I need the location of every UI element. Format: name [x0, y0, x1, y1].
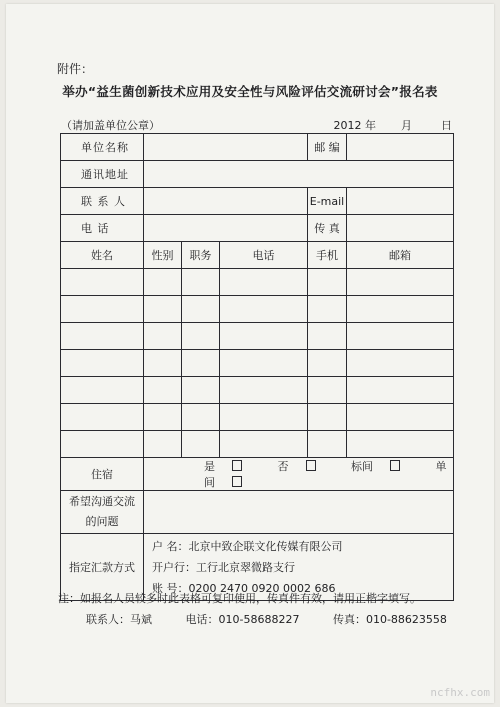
cell-mobile[interactable]	[308, 377, 347, 404]
address-label: 通讯地址	[61, 161, 144, 188]
lodging-options	[144, 458, 454, 491]
cell-mobile[interactable]	[308, 350, 347, 377]
email-field[interactable]	[347, 188, 454, 215]
lodging-option-no[interactable]	[278, 460, 332, 473]
email-label: E-mail	[308, 188, 347, 215]
table-row	[61, 377, 454, 404]
registration-table	[60, 133, 454, 601]
table-row	[61, 269, 454, 296]
table-row	[61, 350, 454, 377]
cell-phone[interactable]	[220, 269, 308, 296]
cell-title[interactable]	[182, 296, 220, 323]
cell-name[interactable]	[61, 323, 144, 350]
contact-person-label: 联 系 人	[61, 188, 144, 215]
cell-gender[interactable]	[144, 296, 182, 323]
cell-mobile[interactable]	[308, 296, 347, 323]
attachment-label: 附件：	[57, 62, 94, 76]
postcode-label: 邮 编	[308, 134, 347, 161]
topics-label	[61, 491, 144, 534]
attendee-header-row	[61, 242, 454, 269]
table-row	[61, 431, 454, 458]
cell-gender[interactable]	[144, 404, 182, 431]
cell-gender[interactable]	[144, 377, 182, 404]
lodging-standard-label: 标间	[351, 460, 373, 473]
cell-title[interactable]	[182, 269, 220, 296]
contact-line	[86, 611, 477, 627]
cell-email[interactable]	[347, 431, 454, 458]
row-address	[61, 161, 454, 188]
cell-name[interactable]	[61, 269, 144, 296]
postcode-field[interactable]	[347, 134, 454, 161]
cell-phone[interactable]	[220, 377, 308, 404]
cell-email[interactable]	[347, 323, 454, 350]
table-row	[61, 296, 454, 323]
cell-name[interactable]	[61, 350, 144, 377]
topics-label-line2: 的问题	[85, 515, 119, 528]
cell-email[interactable]	[347, 377, 454, 404]
cell-phone[interactable]	[220, 431, 308, 458]
row-topics	[61, 491, 454, 534]
lodging-option-standard[interactable]	[351, 460, 416, 473]
bank-account-number: 账 号：0200 2470 0920 0002 686	[152, 581, 336, 595]
col-title: 职务	[182, 242, 220, 269]
cell-title[interactable]	[182, 350, 220, 377]
phone-label: 电 话	[61, 215, 144, 242]
watermark: ncfhx.com	[430, 686, 490, 699]
cell-title[interactable]	[182, 431, 220, 458]
table-row	[61, 323, 454, 350]
col-name: 姓名	[61, 242, 144, 269]
bank-branch: 开户行：工行北京翠微路支行	[152, 560, 295, 574]
date-day: 日	[441, 119, 452, 132]
cell-title[interactable]	[182, 323, 220, 350]
contact-phone: 电话：010-58688227	[185, 613, 300, 626]
cell-email[interactable]	[347, 350, 454, 377]
cell-gender[interactable]	[144, 431, 182, 458]
checkbox-icon[interactable]	[306, 460, 316, 471]
lodging-yes-label: 是	[204, 460, 215, 473]
unit-name-field[interactable]	[144, 134, 308, 161]
col-mobile: 手机	[308, 242, 347, 269]
address-field[interactable]	[144, 161, 454, 188]
cell-title[interactable]	[182, 377, 220, 404]
row-phone	[61, 215, 454, 242]
cell-phone[interactable]	[220, 323, 308, 350]
cell-phone[interactable]	[220, 296, 308, 323]
footnote: 注：如报名人员较多时此表格可复印使用，传真件有效，请用正楷字填写。	[58, 592, 421, 605]
cell-phone[interactable]	[220, 404, 308, 431]
topics-label-line1: 希望沟通交流	[69, 495, 135, 508]
cell-name[interactable]	[61, 296, 144, 323]
cell-name[interactable]	[61, 377, 144, 404]
checkbox-icon[interactable]	[232, 476, 242, 487]
checkbox-icon[interactable]	[390, 460, 400, 471]
fax-field[interactable]	[347, 215, 454, 242]
form-title: 举办“益生菌创新技术应用及安全性与风险评估交流研讨会”报名表	[62, 84, 438, 99]
lodging-option-yes[interactable]	[204, 460, 258, 473]
row-lodging	[61, 458, 454, 491]
date-month: 月	[401, 119, 412, 132]
contact-fax: 传真：010-88623558	[332, 613, 447, 626]
cell-mobile[interactable]	[308, 323, 347, 350]
checkbox-icon[interactable]	[232, 460, 242, 471]
cell-gender[interactable]	[144, 323, 182, 350]
topics-field[interactable]	[144, 491, 454, 534]
fax-label: 传 真	[308, 215, 347, 242]
row-contact	[61, 188, 454, 215]
cell-phone[interactable]	[220, 350, 308, 377]
cell-gender[interactable]	[144, 350, 182, 377]
table-row	[61, 404, 454, 431]
lodging-label: 住宿	[61, 458, 144, 491]
unit-name-label: 单位名称	[61, 134, 144, 161]
row-unit-name	[61, 134, 454, 161]
cell-name[interactable]	[61, 404, 144, 431]
date-line	[334, 117, 453, 133]
bank-account-name: 户 名：北京中致企联文化传媒有限公司	[152, 539, 343, 553]
col-phone: 电话	[220, 242, 308, 269]
bank-label: 指定汇款方式	[61, 534, 144, 601]
cell-mobile[interactable]	[308, 269, 347, 296]
cell-mobile[interactable]	[308, 431, 347, 458]
stamp-note: （请加盖单位公章）	[61, 119, 160, 132]
lodging-no-label: 否	[277, 460, 289, 473]
phone-field[interactable]	[144, 215, 308, 242]
cell-email[interactable]	[347, 404, 454, 431]
contact-person-field[interactable]	[144, 188, 308, 215]
contact-person: 联系人：马斌	[86, 613, 152, 626]
lodging-single-label: 单间	[204, 460, 447, 489]
cell-email[interactable]	[347, 296, 454, 323]
cell-gender[interactable]	[144, 269, 182, 296]
cell-name[interactable]	[61, 431, 144, 458]
col-gender: 性别	[144, 242, 182, 269]
col-email: 邮箱	[347, 242, 454, 269]
cell-email[interactable]	[347, 269, 454, 296]
cell-title[interactable]	[182, 404, 220, 431]
date-year: 2012 年	[333, 119, 376, 132]
cell-mobile[interactable]	[308, 404, 347, 431]
